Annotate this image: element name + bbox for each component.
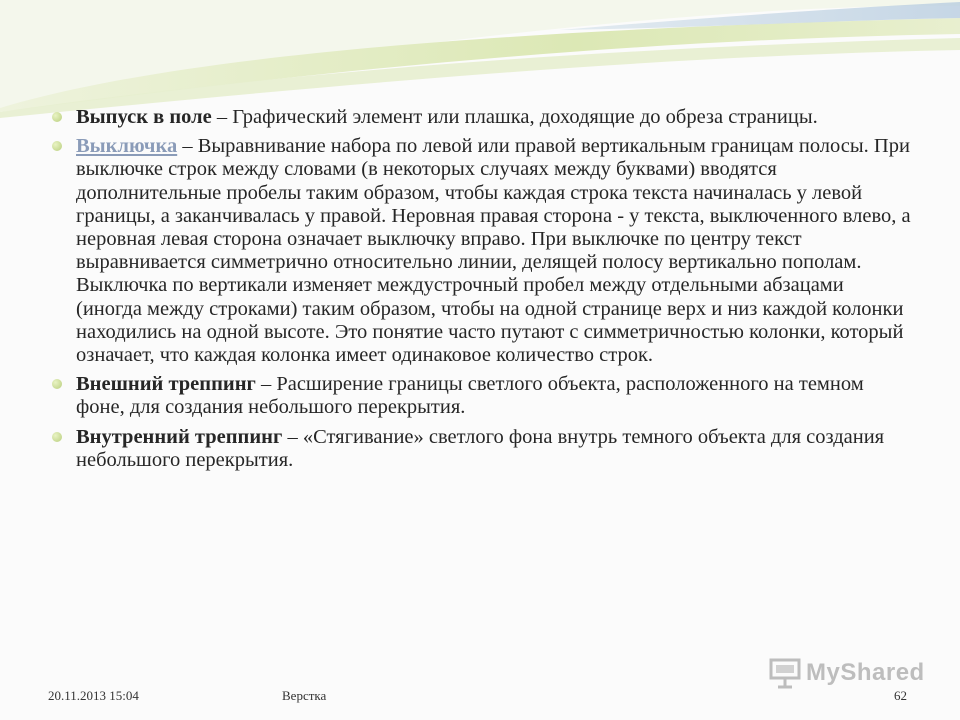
myshared-watermark xyxy=(768,656,925,690)
glossary-list xyxy=(52,106,912,478)
definition-text: – «Стягивание» светлого фона внутрь темного объекта для создания небольшого перекрытия. xyxy=(76,425,885,471)
list-item xyxy=(52,373,912,419)
definition-text: – Графический элемент или плашка, доходящие до обреза страницы. xyxy=(211,106,818,128)
list-item xyxy=(52,135,912,367)
watermark-text: MyShared xyxy=(806,659,925,686)
term-label: Выпуск в поле xyxy=(76,106,212,128)
footer-date: 20.11.2013 15:04 xyxy=(48,688,139,703)
list-item xyxy=(52,106,912,129)
term-link[interactable]: Выключка xyxy=(76,135,178,158)
header-wave-decoration xyxy=(0,0,960,120)
bullet-icon xyxy=(52,141,62,151)
definition-text: – Расширение границы светлого объекта, расположенного на темном фоне, для создания небольшого перекрытия. xyxy=(76,373,864,419)
bullet-icon xyxy=(52,112,62,122)
footer-title: Верстка xyxy=(282,688,327,703)
list-item xyxy=(52,426,912,472)
definition-text: – Выравнивание набора по левой или правой вертикальным границам полосы. При выключке строк между словами (в некоторых случаях между буквами) вводятся дополнительные пробелы таким образом, чтобы каждая строка текста начиналась у левой границы, а заканчивалась у правой. Неровная правая сторона - у текста, выключенного влево, а неровная левая сторона означает выключку вправо. При выключке по центру текст выравнивается симметрично относительно линии, делящей полосу вертикально пополам. Выключка по вертикали изменяет междустрочный пробел между отдельными абзацами (иногда между строками) таким образом, чтобы на одной странице верх и низ каждой колонки находились на одной высоте. Это понятие часто путают с симметричностью колонки, который означает, что каждая колонка имеет одинаковое количество строк. xyxy=(76,135,911,367)
page-number: 62 xyxy=(894,688,907,703)
presentation-board-icon xyxy=(768,656,802,690)
bullet-icon xyxy=(52,432,62,442)
term-label: Внешний треппинг xyxy=(76,373,256,396)
term-label: Внутренний треппинг xyxy=(76,425,283,448)
bullet-icon xyxy=(52,379,62,389)
